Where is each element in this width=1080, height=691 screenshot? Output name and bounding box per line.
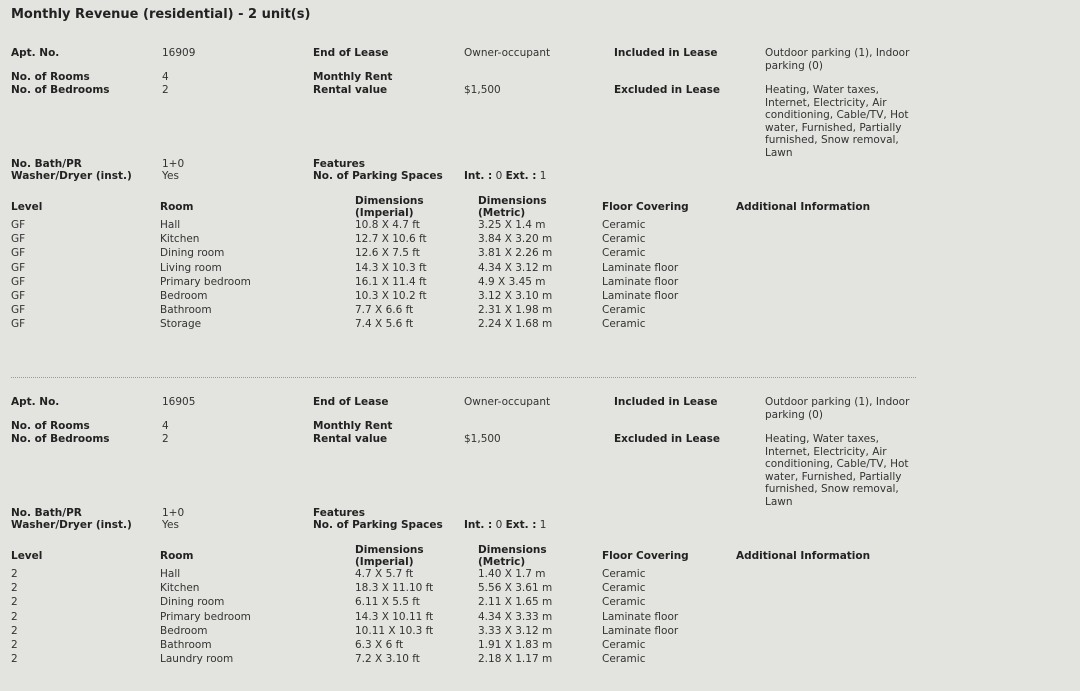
- col-additional-header: Additional Information: [736, 550, 871, 562]
- level-cell: GF: [11, 261, 26, 274]
- features-label: Features: [313, 507, 365, 519]
- rental-value-value: $1,500: [464, 84, 501, 96]
- room-cell: Bedroom: [160, 624, 208, 637]
- dim-imperial-cell: 18.3 X 11.10 ft: [355, 582, 434, 595]
- room-cell: Living room: [160, 261, 222, 274]
- col-level-header: Level: [11, 201, 43, 213]
- col-additional-header: Additional Information: [736, 201, 871, 213]
- col-room-header: Room: [160, 550, 194, 562]
- parking-ext-value: 1: [539, 519, 547, 531]
- bath-pr-value: 1+0: [162, 507, 185, 519]
- col-level-header: Level: [11, 550, 43, 562]
- level-cell: GF: [11, 233, 26, 246]
- apt-no-value: 16909: [162, 47, 196, 59]
- table-row: [0, 276, 1080, 290]
- level-cell: GF: [11, 290, 26, 302]
- room-cell: Dining room: [160, 596, 225, 609]
- dim-metric-cell: 4.9 X 3.45 m: [478, 275, 546, 288]
- rental-value-value: $1,500: [464, 433, 501, 445]
- washer-dryer-value: Yes: [162, 519, 179, 531]
- excluded-label: Excluded in Lease: [614, 433, 721, 445]
- floor-cell: Ceramic: [602, 247, 646, 260]
- dim-imperial-cell: 6.3 X 6 ft: [355, 639, 404, 651]
- dim-metric-cell: 1.40 X 1.7 m: [478, 568, 546, 580]
- washer-dryer-value: Yes: [162, 170, 179, 182]
- dim-metric-cell: 4.34 X 3.33 m: [478, 610, 553, 623]
- level-cell: 2: [11, 624, 18, 637]
- col-floor-header: Floor Covering: [602, 550, 689, 562]
- dim-imperial-cell: 16.1 X 11.4 ft: [355, 275, 427, 288]
- dim-metric-cell: 3.84 X 3.20 m: [478, 233, 553, 246]
- bath-pr-label: No. Bath/PR: [11, 507, 82, 519]
- apt-no-value: 16905: [162, 396, 196, 408]
- monthly-rent-label: Monthly Rent: [313, 71, 393, 83]
- end-of-lease-label: End of Lease: [313, 47, 389, 59]
- level-cell: 2: [11, 582, 18, 595]
- floor-cell: Ceramic: [602, 233, 646, 246]
- unit-separator: [11, 377, 916, 378]
- room-cell: Kitchen: [160, 233, 200, 246]
- level-cell: 2: [11, 610, 18, 623]
- floor-cell: Ceramic: [602, 568, 646, 580]
- level-cell: GF: [11, 247, 26, 260]
- room-cell: Bathroom: [160, 304, 212, 317]
- rooms-value: 4: [162, 71, 169, 83]
- dim-imperial-cell: 10.11 X 10.3 ft: [355, 624, 434, 637]
- dim-imperial-cell: 10.8 X 4.7 ft: [355, 219, 420, 231]
- end-of-lease-label: End of Lease: [313, 396, 389, 408]
- floor-cell: Ceramic: [602, 596, 646, 609]
- table-row: [0, 653, 1080, 667]
- dim-metric-cell: 2.18 X 1.17 m: [478, 653, 553, 666]
- col-floor-header: Floor Covering: [602, 201, 689, 213]
- floor-cell: Laminate floor: [602, 261, 679, 274]
- parking-spaces-value: [464, 170, 546, 183]
- table-row: [0, 625, 1080, 639]
- included-label: Included in Lease: [614, 396, 718, 408]
- washer-dryer-label: Washer/Dryer (inst.): [11, 519, 132, 531]
- floor-cell: Ceramic: [602, 318, 646, 331]
- table-row: [0, 219, 1080, 233]
- monthly-rent-label: Monthly Rent: [313, 420, 393, 432]
- bath-pr-label: No. Bath/PR: [11, 158, 82, 170]
- washer-dryer-label: Washer/Dryer (inst.): [11, 170, 132, 182]
- dim-imperial-cell: 7.7 X 6.6 ft: [355, 304, 414, 317]
- floor-cell: Ceramic: [602, 219, 646, 231]
- table-row: [0, 568, 1080, 582]
- included-value: Outdoor parking (1), Indoor parking (0): [765, 396, 910, 421]
- floor-cell: Ceramic: [602, 582, 646, 595]
- level-cell: GF: [11, 318, 26, 331]
- parking-ext-value: 1: [539, 170, 547, 182]
- dim-imperial-cell: 7.4 X 5.6 ft: [355, 318, 414, 331]
- rooms-label: No. of Rooms: [11, 420, 90, 432]
- included-label: Included in Lease: [614, 47, 718, 59]
- dim-metric-cell: 4.34 X 3.12 m: [478, 261, 553, 274]
- col-dim-imperial-header: Dimensions (Imperial): [355, 544, 424, 568]
- col-dim-metric-header: Dimensions (Metric): [478, 195, 547, 219]
- table-row: [0, 611, 1080, 625]
- page-title: Monthly Revenue (residential) - 2 unit(s): [11, 7, 311, 22]
- floor-cell: Laminate floor: [602, 610, 679, 623]
- room-cell: Laundry room: [160, 653, 234, 666]
- rooms-label: No. of Rooms: [11, 71, 90, 83]
- level-cell: GF: [11, 219, 26, 231]
- included-value: Outdoor parking (1), Indoor parking (0): [765, 47, 910, 72]
- rental-value-label: Rental value: [313, 433, 388, 445]
- excluded-value: Heating, Water taxes, Internet, Electricity, Air conditioning, Cable/TV, Hot water, Furnished, Partially furnished, Snow removal, Lawn: [765, 84, 909, 159]
- floor-cell: Ceramic: [602, 304, 646, 317]
- col-dim-imperial-header: Dimensions (Imperial): [355, 195, 424, 219]
- level-cell: 2: [11, 596, 18, 609]
- table-row: [0, 304, 1080, 318]
- dim-imperial-cell: 4.7 X 5.7 ft: [355, 568, 414, 580]
- end-of-lease-value: Owner-occupant: [464, 47, 551, 59]
- apt-no-label: Apt. No.: [11, 47, 60, 59]
- floor-cell: Ceramic: [602, 639, 646, 651]
- dim-imperial-cell: 12.6 X 7.5 ft: [355, 247, 420, 260]
- dim-metric-cell: 3.33 X 3.12 m: [478, 624, 553, 637]
- room-cell: Bedroom: [160, 290, 208, 302]
- table-row: [0, 290, 1080, 304]
- parking-spaces-label: No. of Parking Spaces: [313, 170, 443, 182]
- floor-cell: Laminate floor: [602, 624, 679, 637]
- parking-ext-label: Ext. :: [505, 519, 537, 531]
- dim-metric-cell: 3.25 X 1.4 m: [478, 219, 546, 231]
- col-dim-metric-header: Dimensions (Metric): [478, 544, 547, 568]
- parking-int-label: Int. :: [464, 170, 493, 182]
- excluded-value: Heating, Water taxes, Internet, Electricity, Air conditioning, Cable/TV, Hot water, Furnished, Partially furnished, Snow removal, Lawn: [765, 433, 909, 508]
- parking-spaces-value: [464, 519, 546, 532]
- table-row: [0, 247, 1080, 261]
- parking-int-label: Int. :: [464, 519, 493, 531]
- table-row: [0, 582, 1080, 596]
- level-cell: 2: [11, 568, 18, 580]
- dim-metric-cell: 2.24 X 1.68 m: [478, 318, 553, 331]
- room-cell: Primary bedroom: [160, 610, 251, 623]
- bedrooms-label: No. of Bedrooms: [11, 84, 110, 96]
- bedrooms-label: No. of Bedrooms: [11, 433, 110, 445]
- rental-value-label: Rental value: [313, 84, 388, 96]
- dim-imperial-cell: 10.3 X 10.2 ft: [355, 290, 427, 302]
- floor-cell: Laminate floor: [602, 290, 679, 302]
- table-row: [0, 318, 1080, 332]
- level-cell: 2: [11, 653, 18, 666]
- bedrooms-value: 2: [162, 84, 169, 96]
- apt-no-label: Apt. No.: [11, 396, 60, 408]
- bedrooms-value: 2: [162, 433, 169, 445]
- parking-spaces-label: No. of Parking Spaces: [313, 519, 443, 531]
- room-cell: Bathroom: [160, 639, 212, 651]
- end-of-lease-value: Owner-occupant: [464, 396, 551, 408]
- features-label: Features: [313, 158, 365, 170]
- dim-imperial-cell: 6.11 X 5.5 ft: [355, 596, 420, 609]
- dim-metric-cell: 2.31 X 1.98 m: [478, 304, 553, 317]
- floor-cell: Ceramic: [602, 653, 646, 666]
- dim-imperial-cell: 12.7 X 10.6 ft: [355, 233, 427, 246]
- dim-metric-cell: 2.11 X 1.65 m: [478, 596, 553, 609]
- dim-imperial-cell: 14.3 X 10.3 ft: [355, 261, 427, 274]
- rooms-value: 4: [162, 420, 169, 432]
- table-row: [0, 639, 1080, 653]
- bath-pr-value: 1+0: [162, 158, 185, 170]
- room-cell: Kitchen: [160, 582, 200, 595]
- excluded-label: Excluded in Lease: [614, 84, 721, 96]
- room-cell: Primary bedroom: [160, 275, 251, 288]
- table-row: [0, 262, 1080, 276]
- dim-metric-cell: 3.81 X 2.26 m: [478, 247, 553, 260]
- room-cell: Dining room: [160, 247, 225, 260]
- floor-cell: Laminate floor: [602, 275, 679, 288]
- dim-metric-cell: 1.91 X 1.83 m: [478, 639, 553, 651]
- level-cell: GF: [11, 304, 26, 317]
- dim-metric-cell: 3.12 X 3.10 m: [478, 290, 553, 302]
- col-room-header: Room: [160, 201, 194, 213]
- room-cell: Storage: [160, 318, 202, 331]
- parking-int-value: 0: [495, 519, 503, 531]
- room-cell: Hall: [160, 568, 181, 580]
- table-row: [0, 596, 1080, 610]
- dim-imperial-cell: 14.3 X 10.11 ft: [355, 610, 434, 623]
- parking-ext-label: Ext. :: [505, 170, 537, 182]
- table-row: [0, 233, 1080, 247]
- level-cell: 2: [11, 639, 18, 651]
- room-cell: Hall: [160, 219, 181, 231]
- dim-metric-cell: 5.56 X 3.61 m: [478, 582, 553, 595]
- parking-int-value: 0: [495, 170, 503, 182]
- level-cell: GF: [11, 275, 26, 288]
- dim-imperial-cell: 7.2 X 3.10 ft: [355, 653, 420, 666]
